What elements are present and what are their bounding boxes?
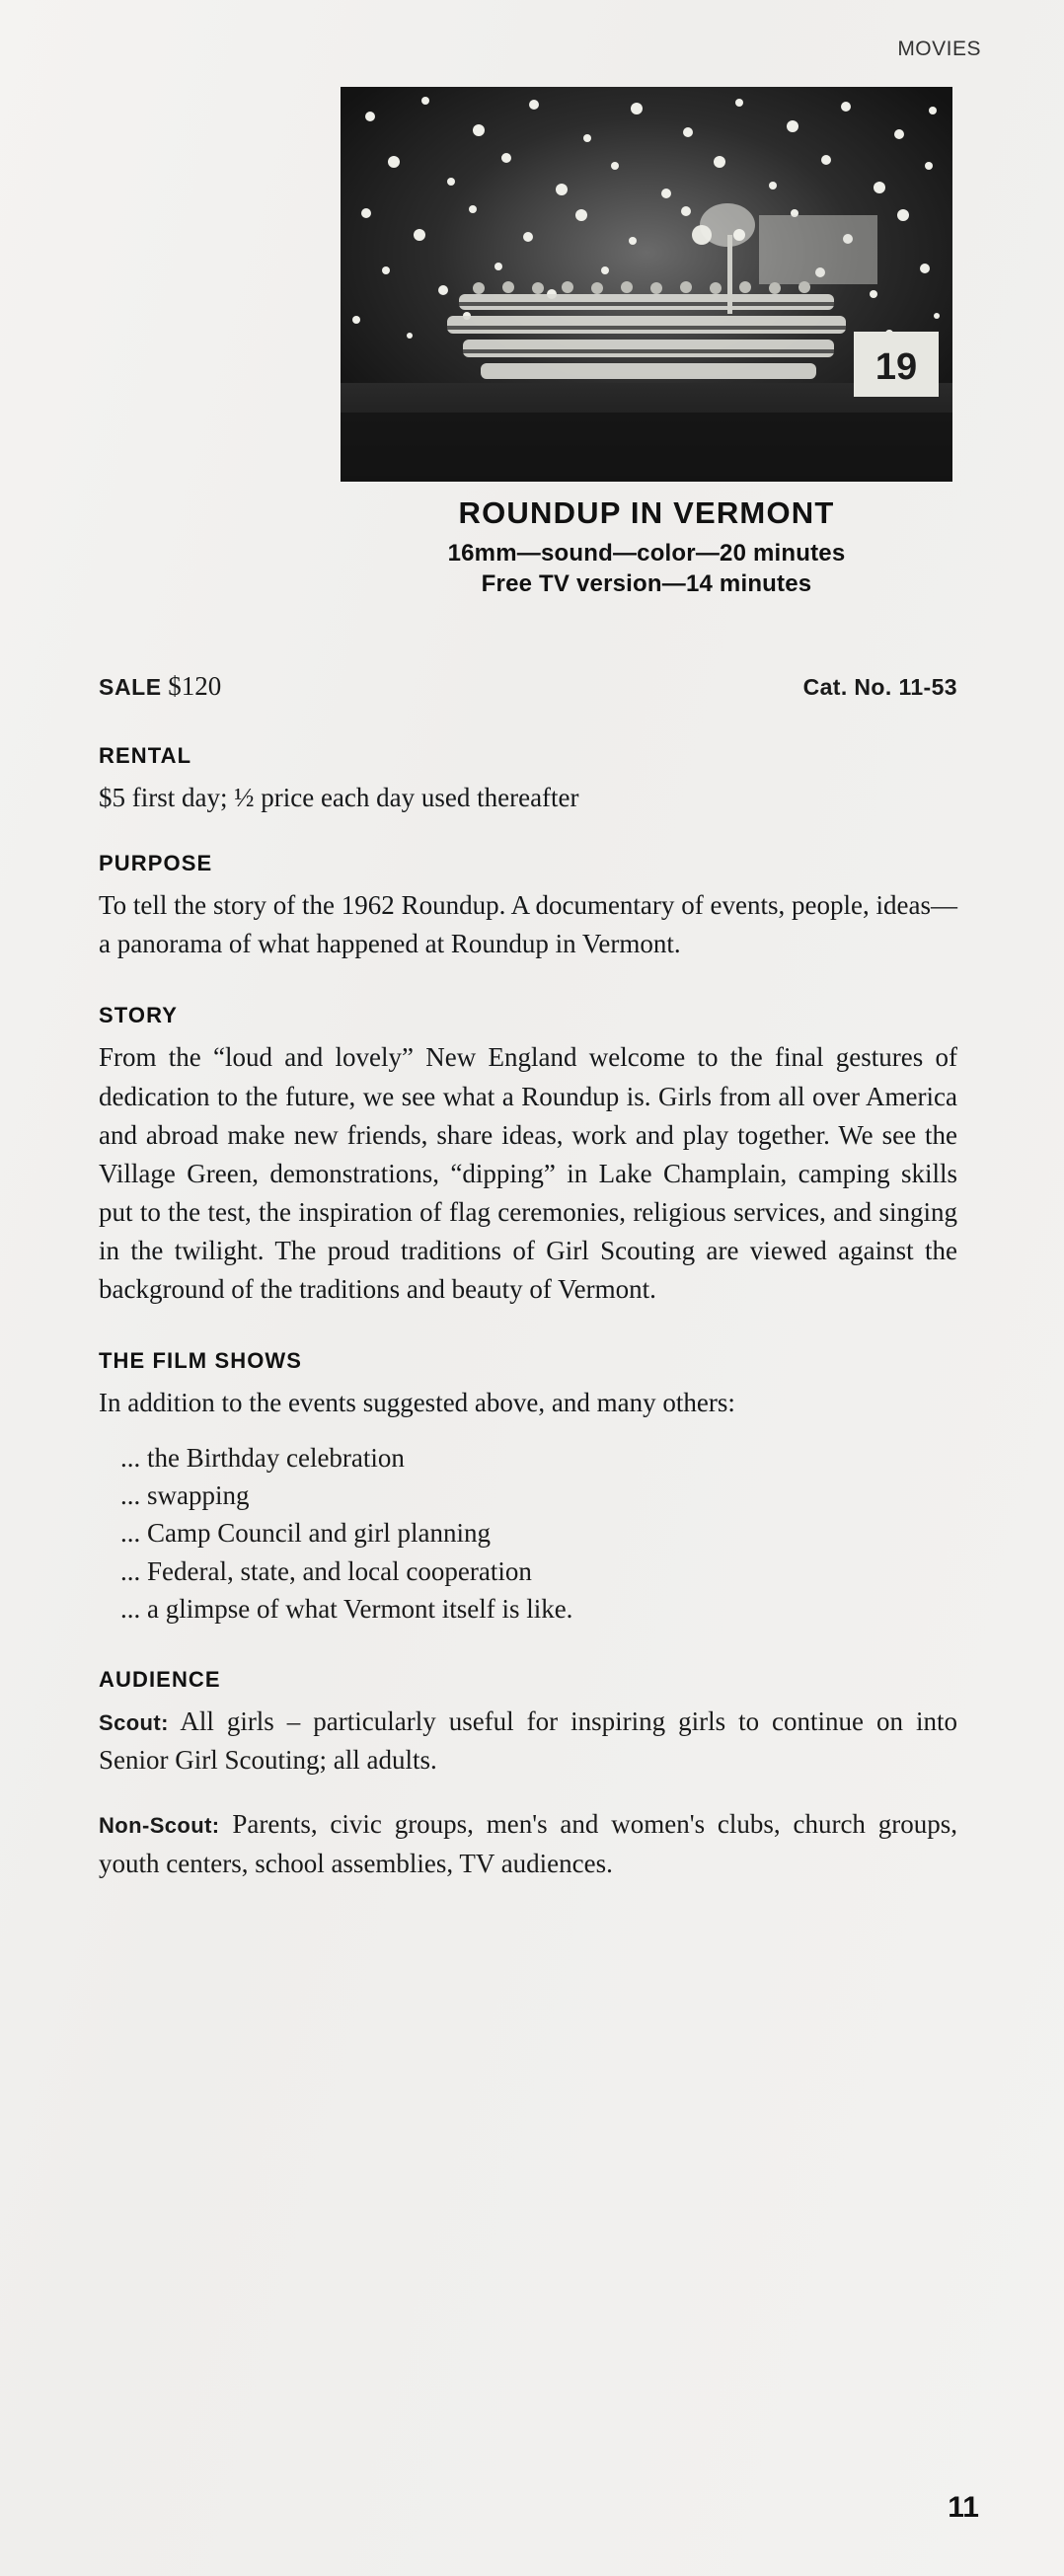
film-format-line: 16mm—sound—color—20 minutes (447, 540, 846, 567)
audience-scout-text: All girls – particularly useful for inspiring girls to continue on into Senior Girl Scouting; all adults. (99, 1706, 957, 1776)
section-heading-story: STORY (99, 1003, 179, 1028)
film-tv-line: Free TV version—14 minutes (481, 569, 812, 597)
list-item: ... swapping (120, 1479, 250, 1510)
catalog-entry-body (99, 671, 957, 1923)
section-heading-purpose: PURPOSE (99, 851, 213, 876)
sale-label: SALE (99, 674, 162, 700)
running-head: MOVIES (897, 38, 981, 60)
film-shows-list (99, 1439, 957, 1629)
section-heading-rental: RENTAL (99, 743, 192, 768)
night-campfire-group-photo (341, 87, 952, 482)
section-film-shows (99, 1348, 957, 1628)
section-rental (99, 743, 957, 817)
sale-price (99, 671, 221, 702)
section-text-rental: $5 first day; ½ price each day used thereafter (99, 783, 579, 812)
film-title: ROUNDUP IN VERMONT (458, 495, 835, 530)
audience-nonscout-label: Non-Scout: (99, 1813, 220, 1839)
audience-nonscout (99, 1805, 957, 1882)
audience-nonscout-text: Parents, civic groups, men's and women's clubs, church groups, youth centers, school assemblies, TV audiences. (99, 1809, 957, 1878)
list-item: ... the Birthday celebration (120, 1442, 405, 1473)
section-audience (99, 1667, 957, 1883)
list-item: ... a glimpse of what Vermont itself is like. (120, 1593, 573, 1624)
page-number: 11 (948, 2491, 979, 2524)
catalog-number: Cat. No. 11-53 (802, 674, 957, 700)
section-text-film-shows: In addition to the events suggested above, and many others: (99, 1388, 735, 1418)
section-heading-audience: AUDIENCE (99, 1667, 221, 1693)
list-item: ... Federal, state, and local cooperation (120, 1555, 532, 1586)
sale-amount: $120 (168, 671, 222, 701)
section-text-story: From the “loud and lovely” New England welcome to the final gestures of dedication to the future, we see what a Roundup is. Girls from all over America and abroad make new friends, share ideas, work and play together. We see the Village Green, demonstrations, “dipping” in Lake Champlain, camping skills put to the test, the inspiration of flag ceremonies, religious services, and singing in the twilight. The proud traditions of Girl Scouting are viewed against the background of the traditions and beauty of Vermont. (99, 1042, 957, 1305)
section-heading-film-shows: THE FILM SHOWS (99, 1348, 303, 1374)
film-photo-block (341, 87, 952, 599)
section-purpose (99, 851, 957, 963)
film-format (341, 539, 952, 599)
banner-number: 19 (874, 346, 918, 388)
price-row (99, 671, 957, 702)
section-story (99, 1003, 957, 1309)
audience-scout (99, 1703, 957, 1780)
list-item: ... Camp Council and girl planning (120, 1518, 491, 1549)
audience-scout-label: Scout: (99, 1710, 169, 1736)
section-text-purpose: To tell the story of the 1962 Roundup. A documentary of events, people, ideas—a panorama of what happened at Roundup in Vermont. (99, 890, 957, 959)
